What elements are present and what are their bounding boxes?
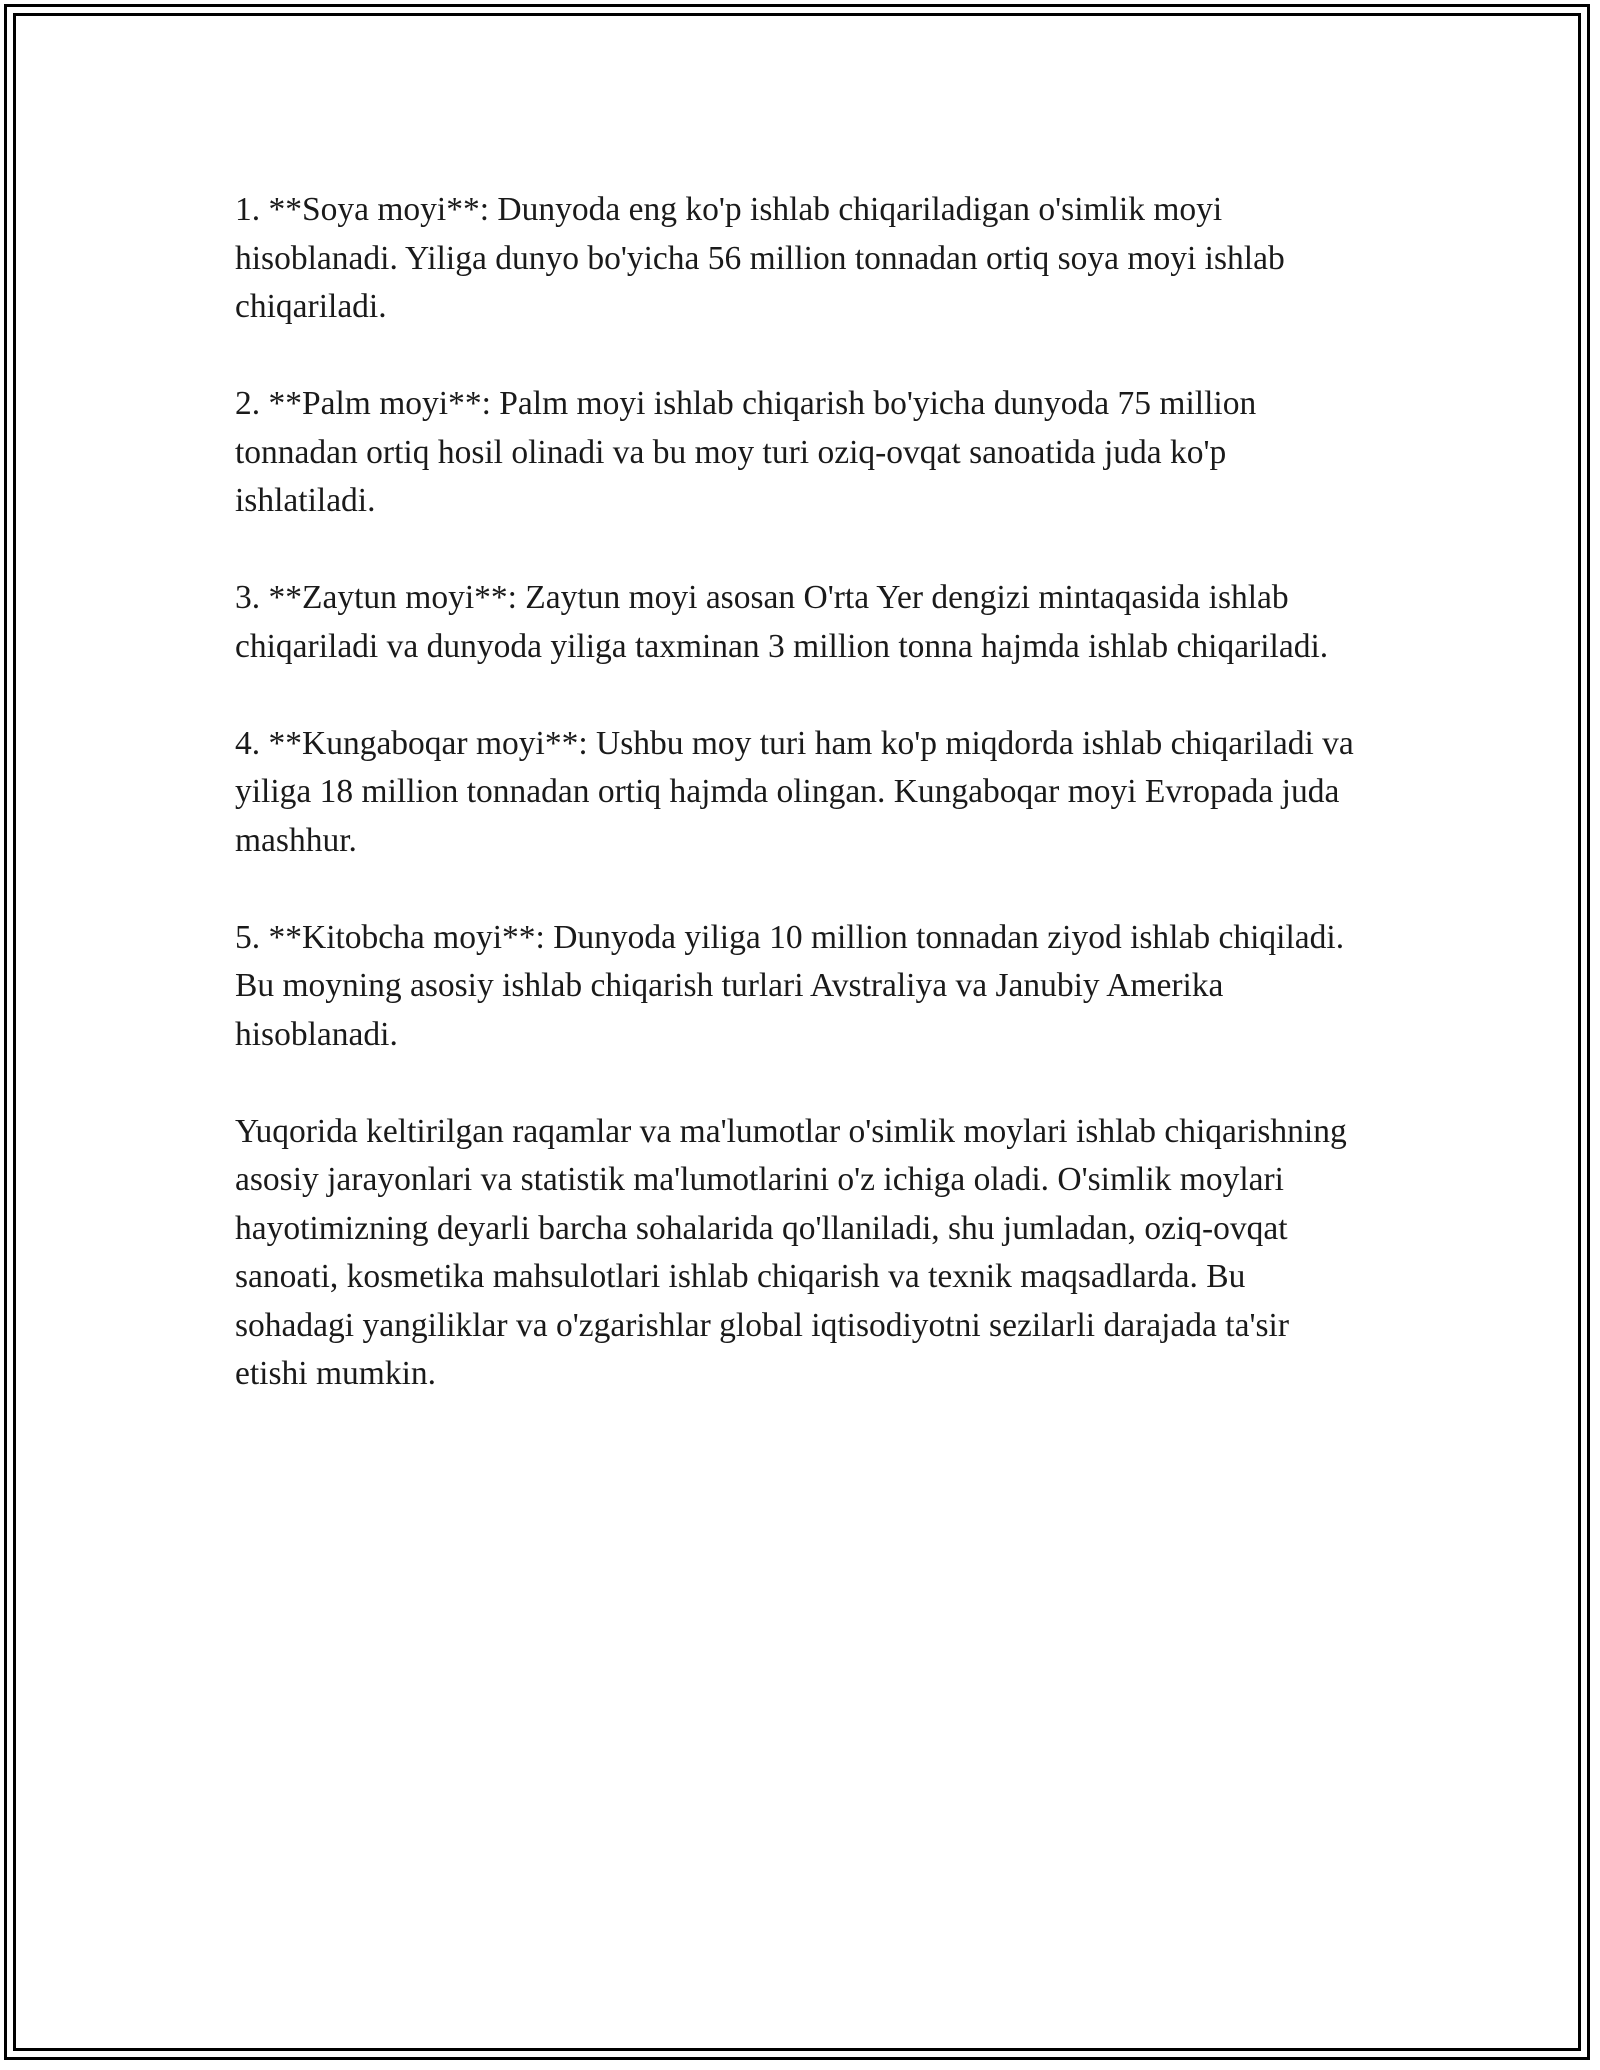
list-item-kitobcha-moyi: 5. **Kitobcha moyi**: Dunyoda yiliga 10 million tonnadan ziyod ishlab chiqiladi. Bu moyning asosiy ishlab chiqarish turlari Avstraliya va Janubiy Amerika hisoblanadi. (235, 918, 1345, 1053)
list-item-soya-moyi: 1. **Soya moyi**: Dunyoda eng ko'p ishlab chiqariladigan o'simlik moyi hisoblanadi. Yiliga dunyo bo'yicha 56 million tonnadan ortiq soya moyi ishlab chiqariladi. (235, 191, 1285, 325)
document-body (235, 186, 1365, 1447)
list-item-zaytun-moyi: 3. **Zaytun moyi**: Zaytun moyi asosan O'rta Yer dengizi mintaqasida ishlab chiqariladi va dunyoda yiliga taxminan 3 million tonna hajmda ishlab chiqariladi. (235, 579, 1329, 665)
list-item-kungaboqar-moyi: 4. **Kungaboqar moyi**: Ushbu moy turi ham ko'p miqdorda ishlab chiqariladi va yiliga 18 million tonnadan ortiq hajmda olingan. Kungaboqar moyi Evropada juda mashhur. (235, 724, 1354, 859)
summary-paragraph: Yuqorida keltirilgan raqamlar va ma'lumotlar o'simlik moylari ishlab chiqarishning asosiy jarayonlari va statistik ma'lumotlarini o'z ichiga oladi. O'simlik moylari hayotimizning deyarli barcha sohalarida qo'llaniladi, shu jumladan, oziq-ovqat sanoati, kosmetika mahsulotlari ishlab chiqarish va texnik maqsadlarda. Bu sohadagi yangiliklar va o'zgarishlar global iqtisodiyotni sezilarli darajada ta'sir etishi mumkin. (235, 1112, 1347, 1392)
list-item-palm-moyi: 2. **Palm moyi**: Palm moyi ishlab chiqarish bo'yicha dunyoda 75 million tonnadan ortiq hosil olinadi va bu moy turi oziq-ovqat sanoatida juda ko'p ishlatiladi. (235, 385, 1257, 519)
